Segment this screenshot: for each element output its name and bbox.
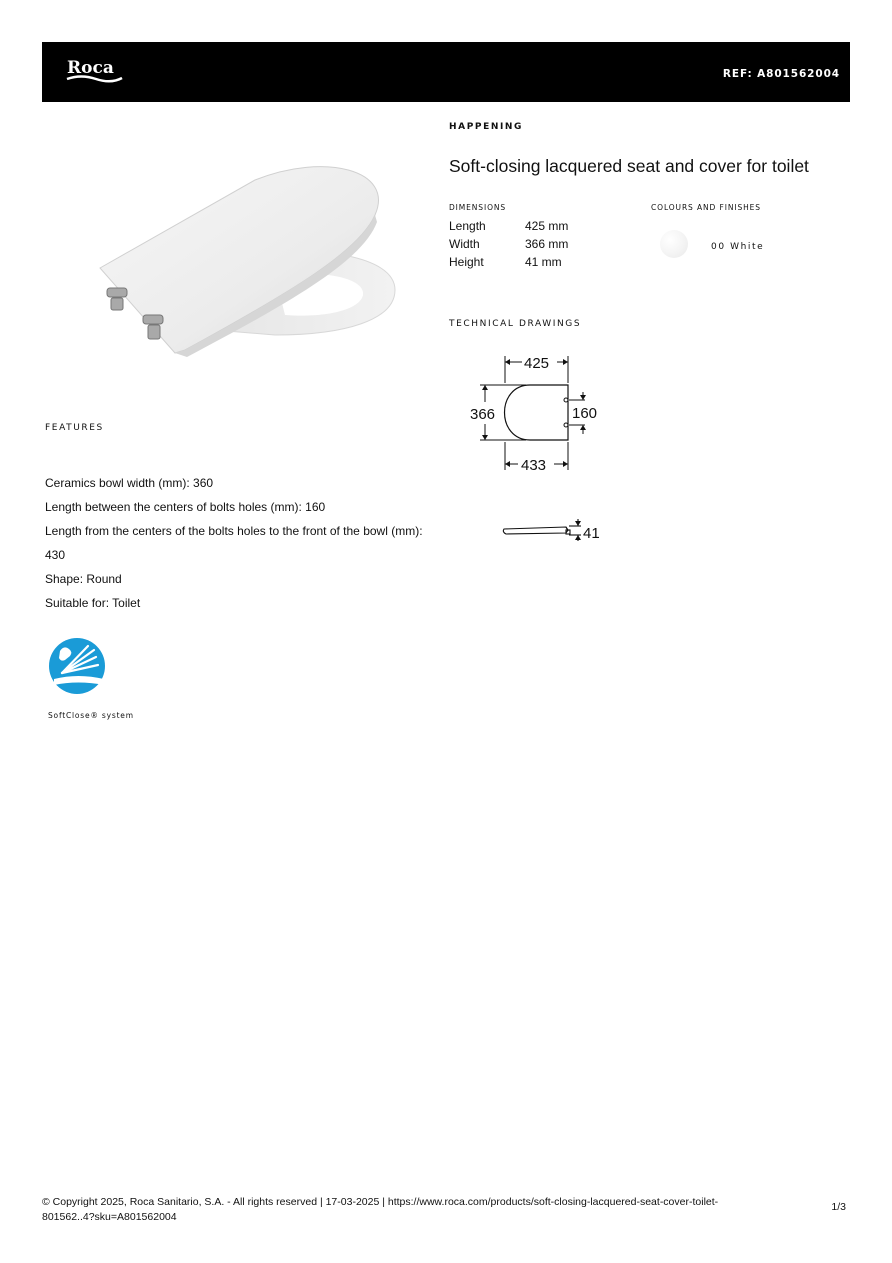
technical-drawing-side (502, 515, 607, 550)
feature-item: Suitable for: Toilet (45, 596, 141, 610)
product-image (95, 160, 405, 380)
dimension-name: Width (449, 237, 480, 251)
dimensions-table (449, 217, 568, 271)
collection-name: HAPPENING (449, 122, 524, 132)
dimension-row (449, 235, 568, 253)
colour-swatch-white[interactable] (660, 230, 688, 258)
feature-item: 430 (45, 548, 66, 562)
dimension-value: 41 mm (525, 255, 562, 269)
footer-line: © Copyright 2025, Roca Sanitario, S.A. - All rights reserved | 17-03-2025 | https://www.roca.com/products/soft-closing-lacquered-seat-cover-toilet- (42, 1196, 719, 1208)
plan-width-label: 366 (470, 406, 496, 423)
softclose-badge-icon (48, 637, 108, 702)
plan-bolt-spacing-label: 160 (572, 405, 598, 422)
colours-heading: COLOURS AND FINISHES (651, 203, 761, 212)
softclose-caption: SoftClose® system (48, 711, 134, 720)
feature-item: Length from the centers of the bolts holes to the front of the bowl (mm): (45, 524, 423, 538)
page-number: 1/3 (831, 1201, 846, 1213)
technical-drawings-heading: TECHNICAL DRAWINGS (449, 319, 582, 329)
dimension-value: 425 mm (525, 219, 569, 233)
features-heading: FEATURES (45, 423, 104, 433)
dimension-name: Length (449, 219, 486, 233)
dimension-row (449, 253, 568, 271)
features-list (45, 471, 423, 615)
page-header (42, 42, 850, 102)
technical-drawing-plan (466, 350, 606, 480)
feature-item: Shape: Round (45, 572, 122, 586)
dimension-row (449, 217, 568, 235)
product-title: Soft-closing lacquered seat and cover for toilet (449, 156, 809, 176)
side-height-label: 41 (583, 525, 600, 542)
feature-item: Ceramics bowl width (mm): 360 (45, 476, 214, 490)
footer-line: 801562..4?sku=A801562004 (42, 1211, 177, 1223)
plan-depth-label: 433 (521, 457, 547, 474)
footer-copyright (42, 1195, 742, 1225)
roca-logo-text: Roca (67, 58, 114, 78)
colour-name: 00 White (711, 242, 765, 252)
plan-length-label: 425 (524, 355, 550, 372)
feature-item: Length between the centers of bolts holes (mm): 160 (45, 500, 326, 514)
dimension-value: 366 mm (525, 237, 569, 251)
reference-code: REF: A801562004 (722, 68, 840, 80)
dimension-name: Height (449, 255, 484, 269)
dimensions-heading: DIMENSIONS (449, 203, 507, 212)
roca-logo (66, 58, 126, 91)
